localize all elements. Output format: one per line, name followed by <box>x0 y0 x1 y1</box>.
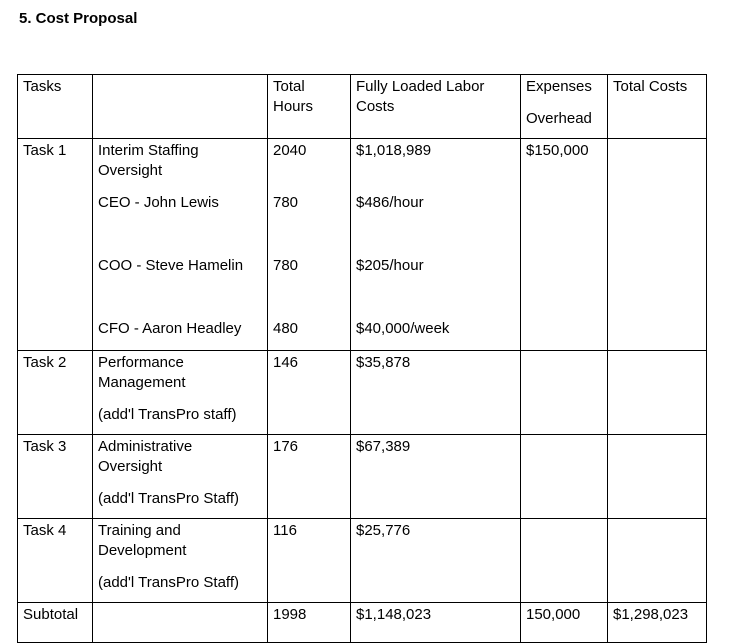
task-label: Task 3 <box>18 435 93 519</box>
staff-hours: 780 <box>273 194 299 211</box>
task-labor-costs: $35,878 <box>351 351 521 435</box>
task-label: Task 1 <box>18 139 93 351</box>
task-hours: 2040 780 780 480 <box>268 139 351 351</box>
subtotal-total-costs: $1,298,023 <box>608 603 707 643</box>
task-hours: 176 <box>268 435 351 519</box>
staff-rate: $205/hour <box>356 257 424 274</box>
task-description: Administrative Oversight (add'l TransPro Staff) <box>93 435 268 519</box>
header-description <box>93 75 268 139</box>
header-expenses: Expenses Overhead <box>521 75 608 139</box>
task-labor-costs: $67,389 <box>351 435 521 519</box>
task-expenses <box>521 435 608 519</box>
staff-hours: 780 <box>273 257 299 274</box>
staff-name: CEO - John Lewis <box>98 194 219 211</box>
task-description: Interim Staffing Oversight CEO - John Lewis COO - Steve Hamelin CFO - Aaron Headley <box>93 139 268 351</box>
task-expenses <box>521 351 608 435</box>
task-total-costs <box>608 351 707 435</box>
staff-name: COO - Steve Hamelin <box>98 257 244 274</box>
task-note: (add'l TransPro Staff) <box>98 574 239 591</box>
task-note: (add'l TransPro Staff) <box>98 490 239 507</box>
task-label: Task 4 <box>18 519 93 603</box>
subtotal-row <box>18 603 707 643</box>
task-description: Training and Development (add'l TransPro Staff) <box>93 519 268 603</box>
task-total-costs <box>608 139 707 351</box>
header-total-hours: Total Hours <box>268 75 351 139</box>
task-label: Task 2 <box>18 351 93 435</box>
task-labor-costs: $25,776 <box>351 519 521 603</box>
task-total-costs <box>608 435 707 519</box>
header-total-costs: Total Costs <box>608 75 707 139</box>
task-total-costs <box>608 519 707 603</box>
task-expenses <box>521 519 608 603</box>
table-row <box>18 435 707 519</box>
table-row <box>18 139 707 351</box>
staff-rate: $40,000/week <box>356 320 450 337</box>
task-expenses: $150,000 <box>521 139 608 351</box>
subtotal-description <box>93 603 268 643</box>
task-hours: 146 <box>268 351 351 435</box>
subtotal-label: Subtotal <box>18 603 93 643</box>
header-labor-costs: Fully Loaded Labor Costs <box>351 75 521 139</box>
section-title: 5. Cost Proposal <box>19 10 138 27</box>
subtotal-labor-costs: $1,148,023 <box>351 603 521 643</box>
staff-rate: $486/hour <box>356 194 424 211</box>
table-row <box>18 519 707 603</box>
cost-proposal-table <box>17 74 707 643</box>
staff-hours: 480 <box>273 320 299 337</box>
task-labor-costs: $1,018,989 $486/hour $205/hour $40,000/week <box>351 139 521 351</box>
table-row <box>18 351 707 435</box>
header-tasks: Tasks <box>18 75 93 139</box>
staff-name: CFO - Aaron Headley <box>98 320 242 337</box>
task-note: (add'l TransPro staff) <box>98 406 237 423</box>
subtotal-expenses: 150,000 <box>521 603 608 643</box>
task-hours: 116 <box>268 519 351 603</box>
subtotal-hours: 1998 <box>268 603 351 643</box>
table-header-row <box>18 75 707 139</box>
task-description: Performance Management (add'l TransPro staff) <box>93 351 268 435</box>
